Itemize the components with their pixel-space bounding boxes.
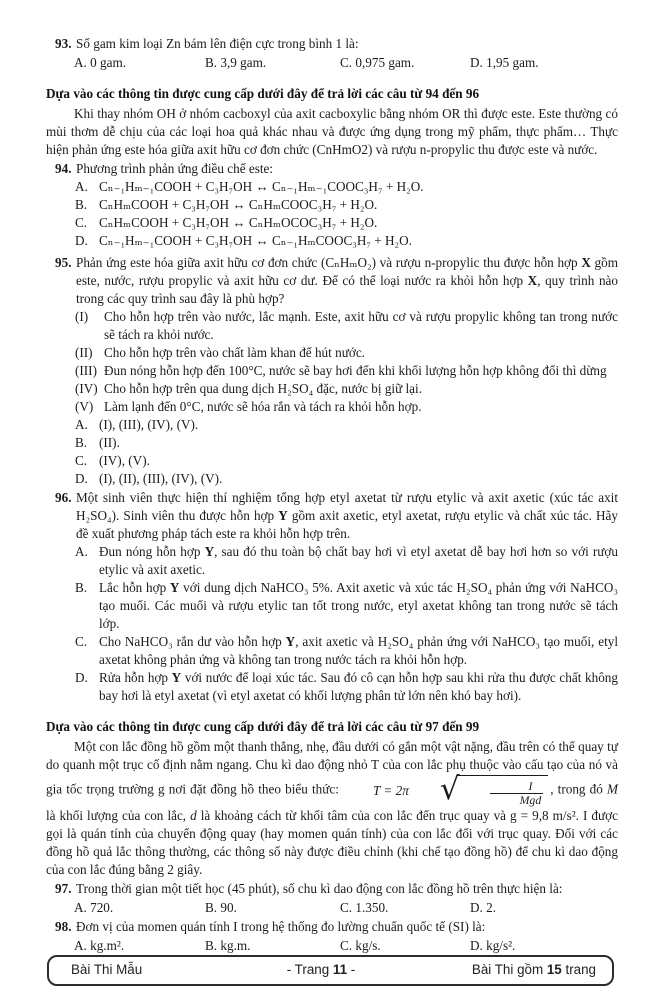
procedure-label: (V) — [75, 399, 94, 414]
section-heading-97-99: Dựa vào các thông tin được cung cấp dưới đây để trả lời các câu từ 97 đến 99 — [46, 719, 480, 734]
option-c: C. kg/s. — [340, 938, 381, 953]
option-label: B. — [75, 580, 88, 595]
passage-este: Khi thay nhóm OH ở nhóm cacboxyl của axit cacboxylic bằng nhóm OR thì được este. Este thường có mùi thơm dễ chịu của các loại hoa quả khác nhau và được ứng dụng trong mỹ phẩm, thực phẩm… Thực hiện phản ứng este hóa giữa axit hữu cơ đơn chức (CnHmO2) và rượu n-propylic thu được este và nước. — [46, 106, 618, 157]
option-text: Cₙ₋₁Hₘ₋₁COOH + C₃H₇OH ↔ Cₙ₋₁HₘCOOC₃H₇ + H₂O. — [99, 233, 412, 248]
option-label: C. — [75, 634, 88, 649]
option-text: Rửa hỗn hợp — [99, 670, 172, 685]
option-text: Cₙ₋₁Hₘ₋₁COOH + C₃H₇OH ↔ Cₙ₋₁Hₘ₋₁COOC₃H₇ + H₂O. — [99, 179, 424, 194]
question-number: 97. — [55, 881, 72, 896]
option-text: , sau đó thu toàn bộ chất bay hơi vì etyl axetat dễ bay hơi hơn so với rượu etylic và axit axetic. — [99, 544, 618, 577]
mixture-x: X — [527, 273, 538, 288]
procedure-label: (II) — [75, 345, 93, 360]
question-text: gồm axit axetic, etyl axetat, rượu etylic và chất xúc tác. Hãy đề xuất phương pháp tách este ra khỏi hỗn hợp trên. — [76, 508, 618, 541]
question-93-options — [74, 54, 618, 72]
question-94-text — [55, 160, 618, 178]
question-95-text — [55, 254, 618, 308]
option-a: A. 0 gam. — [74, 55, 127, 70]
page-count-value: 15 — [546, 962, 562, 977]
option-b: B. kg.m. — [205, 938, 251, 953]
mixture-y: Y — [278, 508, 288, 523]
option-c: C. 0,975 gam. — [340, 55, 415, 70]
question-97-options — [74, 899, 618, 917]
option-text: Cho NaHCO₃ rắn dư vào hỗn hợp — [99, 634, 286, 649]
square-root — [412, 771, 548, 807]
question-text: Đơn vị của momen quán tính I trong hệ thống đo lường chuẩn quốc tế (SI) là: — [76, 919, 486, 934]
question-number: 94. — [55, 161, 72, 176]
option-d: D. 2. — [470, 900, 497, 915]
procedure-text: Cho hỗn hợp trên vào chất làm khan để hút nước. — [104, 345, 365, 360]
question-98-text — [55, 918, 618, 936]
question-93-text — [55, 35, 618, 53]
procedure-item-3 — [75, 362, 618, 380]
option-b — [75, 196, 618, 214]
option-a: A. kg.m². — [74, 938, 125, 953]
question-94 — [46, 160, 618, 250]
question-text: gồm este, nước, rượu propylic và axit hữu cơ dư. Để có thể loại nước ra khỏi hỗn hợp — [76, 255, 618, 288]
option-text: (I), (II), (III), (IV), (V). — [99, 471, 223, 486]
page-number: - Trang 11 - — [286, 962, 356, 977]
option-label: D. — [75, 670, 88, 685]
var-M: M — [606, 781, 618, 797]
procedure-label: (IV) — [75, 381, 98, 396]
fraction-numerator: I — [528, 779, 533, 793]
mixture-y: Y — [169, 580, 180, 595]
question-text: Trong thời gian một tiết học (45 phút), số chu kì dao động con lắc đồng hồ trên thực hiện là: — [76, 881, 563, 896]
procedure-item-1 — [75, 308, 618, 344]
option-label: B. — [75, 435, 88, 450]
exam-title: Bài Thi Mẫu — [71, 962, 143, 977]
formula-lead: T = 2π — [373, 782, 409, 798]
option-b: B. 90. — [205, 900, 237, 915]
passage-text: Một con lắc đồng hồ gồm một thanh thẳng, nhẹ, đầu dưới có gắn một vật nặng, đầu trên có thể quay tự do quanh một trục cố định nằm ngang. Chu kì dao động nhỏ T của con lắc phụ thuộc vào cấu tạo của nó và gia tốc trọng trường g nơi đặt đồng hồ theo biểu thức: — [46, 739, 618, 797]
option-text: CₙHₘCOOH + C₃H₇OH ↔ CₙHₘOCOC₃H₇ + H₂O. — [99, 215, 378, 230]
option-text: CₙHₘCOOH + C₃H₇OH ↔ CₙHₘCOOC₃H₇ + H₂O. — [99, 197, 378, 212]
option-a — [75, 543, 618, 579]
procedure-label: (III) — [75, 363, 97, 378]
section-heading-94-96: Dựa vào các thông tin được cung cấp dưới đây để trả lời các câu từ 94 đến 96 — [46, 86, 480, 101]
question-97-text — [55, 880, 618, 898]
page-count: Bài Thi gồm 15 trang — [471, 962, 597, 977]
passage-text: là khoảng cách từ khối tâm của con lắc đến trục quay và g = 9,8 m/s². I được gọi là quán tính của chuyển động quay (hay momen quán tính) của con lắc đối với trục quay. Đối với các đồng hồ quả lắc thông thường, các thông số này được điều chỉnh (khi chế tạo đồng hồ) để chu kì dao động của con lắc đúng bằng 2 giây. — [46, 808, 618, 877]
question-text: Một sinh viên thực hiện thí nghiệm tổng hợp etyl axetat từ rượu etylic và axit axetic (xúc tác axit H₂SO₄). Sinh viên thu được hỗn hợp — [76, 490, 618, 523]
passage-pendulum — [46, 738, 618, 879]
var-d: d — [190, 808, 197, 823]
fraction-denominator: Mgd — [490, 793, 544, 807]
option-d — [75, 669, 618, 705]
mixture-y: Y — [204, 544, 215, 559]
procedure-text: Đun nóng hỗn hợp đến 100°C, nước sẽ bay hơi đến khi khối lượng hỗn hợp không đổi thì dừng — [104, 363, 607, 378]
question-number: 95. — [55, 255, 72, 270]
option-c: C. 1.350. — [340, 900, 389, 915]
fraction — [490, 780, 544, 807]
option-text: với nước để loại xúc tác. Sau đó cô cạn hỗn hợp sau khi rửa thu được chất không bay hơi là etyl axetat (vì etyl axetat có khối lượng phân tử lớn nên khó bay hơi). — [99, 670, 618, 703]
radical-sign-icon: √ — [439, 771, 460, 807]
question-number: 96. — [55, 490, 72, 505]
option-label: D. — [75, 471, 88, 486]
option-text: (IV), (V). — [99, 453, 150, 468]
procedure-text: Làm lạnh đến 0°C, nước sẽ hóa rắn và tách ra khỏi hỗn hợp. — [104, 399, 422, 414]
question-text: Số gam kim loại Zn bám lên điện cực trong bình 1 là: — [76, 36, 359, 51]
question-text: Phương trình phản ứng điều chế este: — [76, 161, 274, 176]
passage-text: , trong đó — [550, 781, 607, 797]
option-c — [75, 633, 618, 669]
question-96 — [46, 489, 618, 705]
question-98 — [46, 918, 618, 955]
option-label: B. — [75, 197, 88, 212]
mixture-y: Y — [171, 670, 182, 685]
mixture-y: Y — [285, 634, 296, 649]
option-b — [75, 579, 618, 633]
option-b — [75, 434, 618, 452]
option-text: Đun nóng hỗn hợp — [99, 544, 205, 559]
procedure-item-5 — [75, 398, 618, 416]
procedure-item-4 — [75, 380, 618, 398]
option-text: với dung dịch NaHCO₃ 5%. Axit axetic và xúc tác H₂SO₄ phản ứng với NaHCO₃ tạo muối. Các muối và rượu etylic tan tốt trong nước, etyl axetat không tan trong nước sẽ tách lớp. — [99, 580, 618, 631]
option-label: C. — [75, 453, 88, 468]
question-text: Phản ứng este hóa giữa axit hữu cơ đơn chức (CₙHₘO₂) và rượu n-propylic thu được hỗn hợp — [76, 255, 582, 270]
option-a — [75, 416, 618, 434]
question-93 — [46, 35, 618, 72]
option-c — [75, 214, 618, 232]
option-c — [75, 452, 618, 470]
procedure-label: (I) — [75, 309, 89, 324]
option-text: Lắc hỗn hợp — [99, 580, 170, 595]
option-d — [75, 232, 618, 250]
option-text: , axit axetic và H₂SO₄ phản ứng với NaHCO₃ tạo muối, etyl axetat không phản ứng và không tan trong nước tách ra khỏi hỗn hợp. — [99, 634, 618, 667]
question-96-text — [55, 489, 618, 543]
option-label: D. — [75, 233, 88, 248]
option-b: B. 3,9 gam. — [205, 55, 267, 70]
procedure-text: Cho hỗn hợp trên qua dung dịch H₂SO₄ đặc, nước bị giữ lại. — [104, 381, 422, 396]
mixture-x: X — [581, 255, 591, 270]
question-number: 98. — [55, 919, 72, 934]
procedure-item-2 — [75, 344, 618, 362]
question-text: , quy trình nào trong các quy trình sau đây là phù hợp? — [76, 273, 618, 306]
option-d — [75, 470, 618, 488]
option-d: D. 1,95 gam. — [470, 55, 539, 70]
question-98-options — [74, 937, 618, 955]
passage-text: là khối lượng của con lắc, — [46, 808, 191, 823]
radicand — [457, 775, 549, 807]
option-d: D. kg/s². — [470, 938, 516, 953]
option-label: A. — [75, 417, 88, 432]
pendulum-period-formula — [345, 771, 548, 807]
question-number: 93. — [55, 36, 72, 51]
option-text: (II). — [99, 435, 120, 450]
option-a: A. 720. — [74, 900, 114, 915]
question-97 — [46, 880, 618, 917]
option-label: C. — [75, 215, 88, 230]
page-number-value: 11 — [332, 962, 348, 977]
question-95 — [46, 254, 618, 488]
option-label: A. — [75, 179, 88, 194]
option-text: (I), (III), (IV), (V). — [99, 417, 199, 432]
option-a — [75, 178, 618, 196]
option-label: A. — [75, 544, 88, 559]
procedure-text: Cho hỗn hợp trên vào nước, lắc mạnh. Este, axit hữu cơ và rượu propylic không tan trong nước sẽ tách ra khỏi nước. — [104, 309, 618, 342]
